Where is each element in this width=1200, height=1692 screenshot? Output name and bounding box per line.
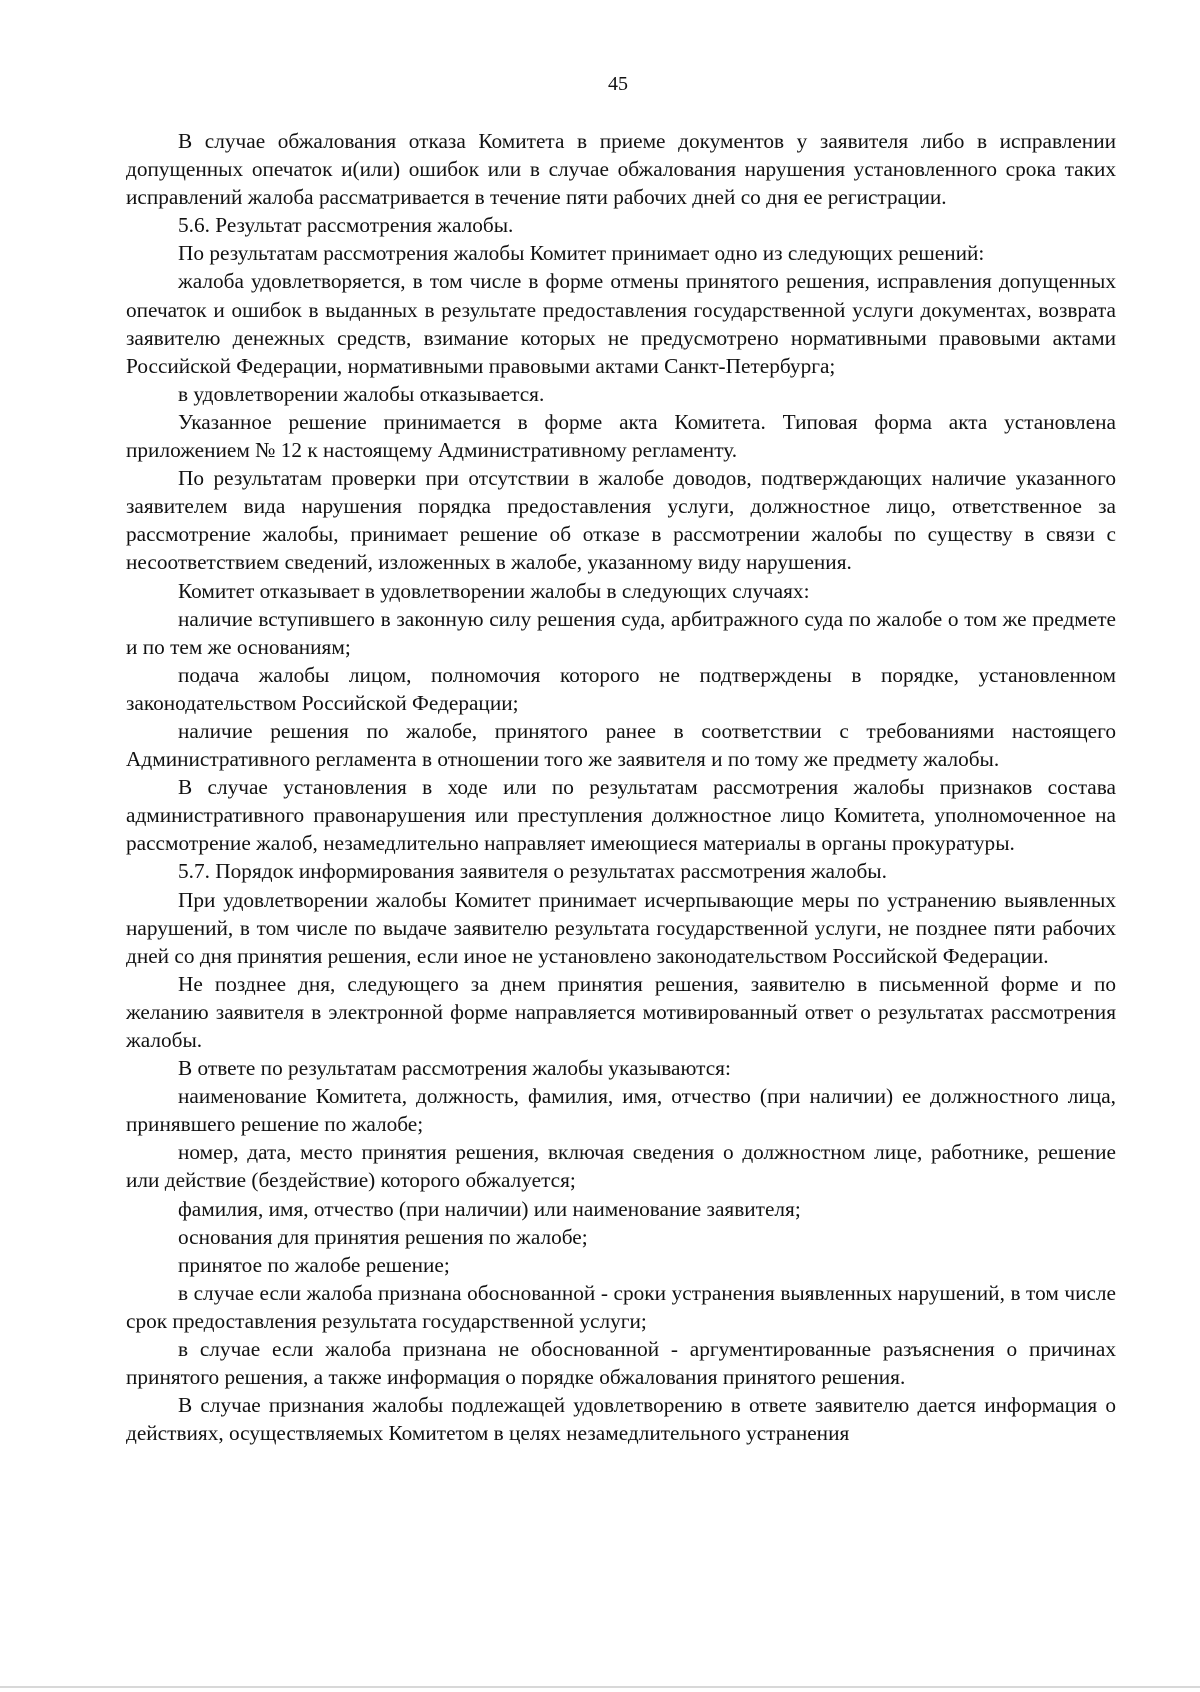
section-heading-5-7: 5.7. Порядок информирования заявителя о результатах рассмотрения жалобы. bbox=[178, 859, 887, 884]
page-bottom-border bbox=[0, 1686, 1200, 1688]
list-item: наличие вступившего в законную силу решения суда, арбитражного суда по жалобе о том же предмете и по тем же основаниям; bbox=[126, 606, 1116, 659]
paragraph: В ответе по результатам рассмотрения жалобы указываются: bbox=[178, 1056, 731, 1081]
list-item: фамилия, имя, отчество (при наличии) или наименование заявителя; bbox=[178, 1196, 801, 1221]
list-item: в случае если жалоба признана не обоснованной - аргументированные разъяснения о причинах принятого решения, а также информация о порядке обжалования принятого решения. bbox=[126, 1337, 1116, 1390]
list-item: основания для принятия решения по жалобе; bbox=[178, 1224, 588, 1249]
paragraph: По результатам рассмотрения жалобы Комитет принимает одно из следующих решений: bbox=[178, 241, 985, 266]
list-item: наименование Комитета, должность, фамилия, имя, отчество (при наличии) ее должностного лица, принявшего решение по жалобе; bbox=[126, 1084, 1116, 1137]
section-heading-5-6: 5.6. Результат рассмотрения жалобы. bbox=[178, 213, 514, 238]
list-item: жалоба удовлетворяется, в том числе в форме отмены принятого решения, исправления допущенных опечаток и ошибок в выданных в результате предоставления государственной услуги документах, возврата заявителю денежных средств, взимание которых не предусмотрено нормативными правовыми актами Российской Федерации, нормативными правовыми актами Санкт-Петербурга; bbox=[126, 269, 1116, 378]
paragraph: По результатам проверки при отсутствии в жалобе доводов, подтверждающих наличие указанного заявителем вида нарушения порядка предоставления услуги, должностное лицо, ответственное за рассмотрение жалобы, принимает решение об отказе в рассмотрении жалобы по существу в связи с несоответствием сведений, изложенных в жалобе, указанному виду нарушения. bbox=[126, 466, 1116, 575]
list-item: в случае если жалоба признана обоснованной - сроки устранения выявленных нарушений, в том числе срок предоставления результата государственной услуги; bbox=[126, 1280, 1116, 1333]
paragraph: В случае обжалования отказа Комитета в приеме документов у заявителя либо в исправлении допущенных опечаток и(или) ошибок или в случае обжалования нарушения установленного срока таких исправлений жалоба рассматривается в течение пяти рабочих дней со дня ее регистрации. bbox=[126, 129, 1116, 210]
paragraph: Не позднее дня, следующего за днем принятия решения, заявителю в письменной форме и по желанию заявителя в электронной форме направляется мотивированный ответ о результатах рассмотрения жалобы. bbox=[126, 971, 1116, 1052]
list-item: наличие решения по жалобе, принятого ранее в соответствии с требованиями настоящего Административного регламента в отношении того же заявителя и по тому же предмету жалобы. bbox=[126, 718, 1116, 772]
list-item: в удовлетворении жалобы отказывается. bbox=[178, 381, 545, 406]
paragraph: Комитет отказывает в удовлетворении жалобы в следующих случаях: bbox=[178, 578, 810, 603]
list-item: подача жалобы лицом, полномочия которого не подтверждены в порядке, установленном законодательством Российской Федерации; bbox=[126, 662, 1116, 715]
page-number: 45 bbox=[608, 73, 628, 95]
paragraph: Указанное решение принимается в форме акта Комитета. Типовая форма акта установлена приложением № 12 к настоящему Административному регламенту. bbox=[126, 409, 1116, 463]
paragraph: В случае признания жалобы подлежащей удовлетворению в ответе заявителю дается информация о действиях, осуществляемых Комитетом в целях незамедлительного устранения bbox=[126, 1393, 1116, 1446]
document-body bbox=[126, 127, 1116, 1447]
list-item: номер, дата, место принятия решения, включая сведения о должностном лице, работнике, решение или действие (бездействие) которого обжалуется; bbox=[126, 1140, 1116, 1193]
list-item: принятое по жалобе решение; bbox=[178, 1252, 450, 1277]
paragraph: В случае установления в ходе или по результатам рассмотрения жалобы признаков состава административного правонарушения или преступления должностное лицо Комитета, уполномоченное на рассмотрение жалоб, незамедлительно направляет имеющиеся материалы в органы прокуратуры. bbox=[126, 775, 1116, 856]
paragraph: При удовлетворении жалобы Комитет принимает исчерпывающие меры по устранению выявленных нарушений, в том числе по выдаче заявителю результата государственной услуги, не позднее пяти рабочих дней со дня принятия решения, если иное не установлено законодательством Российской Федерации. bbox=[126, 887, 1116, 968]
